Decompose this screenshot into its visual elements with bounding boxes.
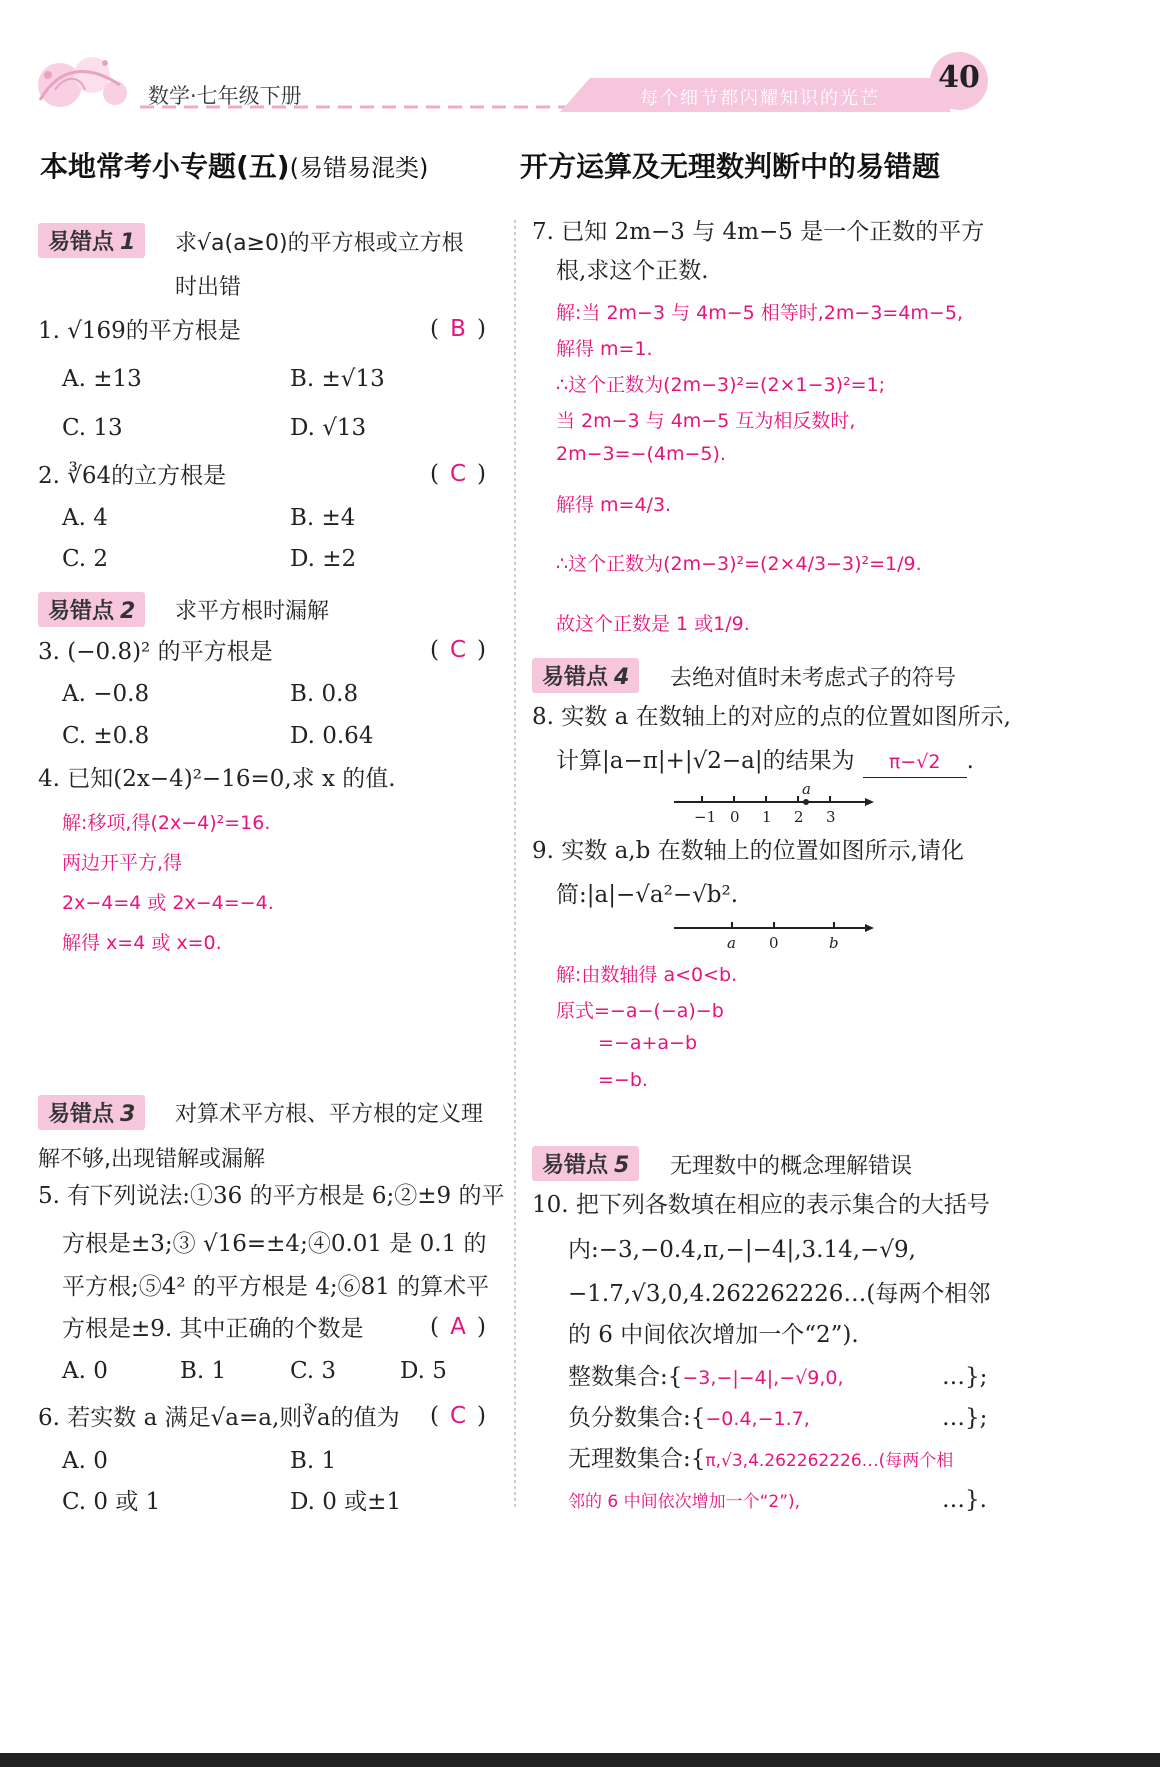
q4-solution-line: 解得 x=4 或 x=0. (62, 932, 222, 954)
floral-ornament-icon (30, 45, 140, 115)
q5-line: 方根是±3;③ √16=±4;④0.01 是 0.1 的 (62, 1231, 487, 1257)
section-title-2: 求平方根时漏解 (175, 599, 330, 624)
q10-integer-set-end: …}; (942, 1364, 988, 1390)
q9-line1: 9. 实数 a,b 在数轴上的位置如图所示,请化 (532, 838, 964, 864)
point-label: a (802, 782, 811, 798)
q1-option-d: D. √13 (290, 415, 367, 441)
section-title-3a: 对算术平方根、平方根的定义理 (175, 1102, 484, 1127)
axis-label: 2 (794, 808, 804, 824)
section-tag-5: 易错点 5 (532, 1146, 639, 1181)
q4-stem: 4. 已知(2x−4)²−16=0,求 x 的值. (38, 766, 396, 792)
q9-line2: 简:|a|−√a²−√b². (556, 882, 739, 908)
q10-irrational-set-end: …}. (942, 1487, 987, 1513)
q2-answer: ( C ) (430, 461, 486, 487)
section-title-1a: 求√a(a≥0)的平方根或立方根 (175, 231, 464, 256)
q1-option-c: C. 13 (62, 415, 123, 441)
q10-line: 的 6 中间依次增加一个“2”). (568, 1322, 859, 1348)
section-tag-2: 易错点 2 (38, 592, 145, 627)
q8-line1: 8. 实数 a 在数轴上的对应的点的位置如图所示, (532, 704, 1011, 730)
q1-option-a: A. ±13 (62, 366, 142, 392)
q10-line: 10. 把下列各数填在相应的表示集合的大括号 (532, 1192, 990, 1218)
section-tag-3: 易错点 3 (38, 1095, 145, 1130)
q9-number-line (670, 916, 880, 952)
section-title-1b: 时出错 (175, 275, 242, 300)
q3-stem: 3. (−0.8)² 的平方根是 (38, 639, 273, 665)
q2-option-b: B. ±4 (290, 505, 356, 531)
axis-label: 1 (762, 808, 772, 824)
q3-option-c: C. ±0.8 (62, 723, 150, 749)
title-main: 本地常考小专题(五) (40, 150, 290, 183)
column-divider (514, 220, 517, 1510)
axis-label: 3 (826, 808, 836, 824)
q7-solution-line: ∴这个正数为(2m−3)²=(2×4/3−3)²=1/9. (556, 553, 922, 575)
q5-answer: ( A ) (430, 1314, 486, 1340)
q10-integer-set: 整数集合:{−3,−|−4|,−√9,0, (568, 1364, 844, 1390)
q10-negative-fraction-set-end: …}; (942, 1405, 988, 1431)
q5-line: 方根是±9. 其中正确的个数是 (62, 1316, 364, 1342)
q4-solution-line: 2x−4=4 或 2x−4=−4. (62, 892, 274, 914)
q2-stem: 2. ∛64的立方根是 (38, 463, 227, 489)
bottom-bar (0, 1753, 1160, 1767)
q2-option-a: A. 4 (62, 505, 108, 531)
q6-option-d: D. 0 或±1 (290, 1489, 402, 1515)
q6-option-c: C. 0 或 1 (62, 1489, 161, 1515)
section-title-5: 无理数中的概念理解错误 (670, 1154, 913, 1179)
q3-answer: ( C ) (430, 637, 486, 663)
section-title-3b: 解不够,出现错解或漏解 (38, 1147, 265, 1172)
axis-label: 0 (730, 808, 740, 824)
q10-irrational-set: 无理数集合:{π,√3,4.262262226…(每两个相 (568, 1446, 954, 1472)
title-category: (易错易混类) (289, 154, 429, 182)
q5-option-b: B. 1 (180, 1358, 227, 1384)
q7-solution-line: 当 2m−3 与 4m−5 互为相反数时, (556, 410, 856, 432)
q4-solution-line: 解:移项,得(2x−4)²=16. (62, 812, 271, 834)
q2-option-c: C. 2 (62, 546, 109, 572)
q5-option-a: A. 0 (62, 1358, 108, 1384)
q6-option-b: B. 1 (290, 1448, 337, 1474)
q7-solution-line: ∴这个正数为(2m−3)²=(2×1−3)²=1; (556, 374, 886, 396)
q7-solution-line: 解:当 2m−3 与 4m−5 相等时,2m−3=4m−5, (556, 302, 963, 324)
q7-solution-line: 解得 m=1. (556, 338, 653, 360)
q9-solution-line: 原式=−a−(−a)−b (556, 1000, 724, 1022)
title-topic: 开方运算及无理数判断中的易错题 (520, 150, 941, 183)
q10-irrational-set-cont: 邻的 6 中间依次增加一个“2”), (568, 1492, 801, 1512)
axis-label: b (829, 934, 839, 952)
q5-option-d: D. 5 (400, 1358, 447, 1384)
header-dashed-line (140, 104, 580, 110)
q3-option-a: A. −0.8 (62, 681, 150, 707)
q2-option-d: D. ±2 (290, 546, 357, 572)
q10-line: −1.7,√3,0,4.262262226…(每两个相邻 (568, 1281, 991, 1307)
section-tag-4: 易错点 4 (532, 658, 639, 693)
q3-option-d: D. 0.64 (290, 723, 374, 749)
q6-answer: ( C ) (430, 1403, 486, 1429)
q7-solution-line: 2m−3=−(4m−5). (556, 443, 726, 465)
q7-solution-line: 故这个正数是 1 或1/9. (556, 613, 750, 635)
q8-number-line (670, 782, 880, 824)
axis-label: 0 (769, 934, 779, 952)
header-slogan: 每个细节都闪耀知识的光芒 (640, 88, 880, 109)
q10-negative-fraction-set: 负分数集合:{−0.4,−1.7, (568, 1405, 810, 1431)
q9-solution-line: 解:由数轴得 a<0<b. (556, 964, 738, 986)
q8-answer-blank: π−√2 (863, 746, 967, 778)
q10-line: 内:−3,−0.4,π,−|−4|,3.14,−√9, (568, 1237, 916, 1263)
axis-label: a (727, 934, 736, 952)
q5-line: 5. 有下列说法:①36 的平方根是 6;②±9 的平 (38, 1183, 505, 1209)
q6-option-a: A. 0 (62, 1448, 108, 1474)
section-tag-1: 易错点 1 (38, 223, 145, 258)
q7-line: 7. 已知 2m−3 与 4m−5 是一个正数的平方 (532, 219, 985, 245)
q8-line2: 计算|a−π|+|√2−a|的结果为 π−√2 . (556, 746, 974, 778)
q7-solution-line: 解得 m=4/3. (556, 494, 672, 516)
q5-option-c: C. 3 (290, 1358, 337, 1384)
q9-solution-line: =−a+a−b (598, 1032, 698, 1054)
q6-stem: 6. 若实数 a 满足√a=a,则∛a的值为 (38, 1405, 400, 1431)
axis-label: −1 (694, 808, 717, 824)
q7-line: 根,求这个正数. (556, 258, 709, 284)
header-subject: 数学·七年级下册 (148, 84, 302, 108)
q9-solution-line: =−b. (598, 1069, 648, 1091)
section-title-4: 去绝对值时未考虑式子的符号 (670, 666, 957, 691)
q1-stem: 1. √169的平方根是 (38, 318, 241, 344)
q4-solution-line: 两边开平方,得 (62, 852, 183, 874)
q5-line: 平方根;⑤4² 的平方根是 4;⑥81 的算术平 (62, 1274, 490, 1300)
page-number: 40 (938, 60, 980, 95)
page-title (40, 145, 428, 185)
q1-answer: ( B ) (430, 316, 486, 342)
q1-option-b: B. ±√13 (290, 366, 385, 392)
q3-option-b: B. 0.8 (290, 681, 359, 707)
